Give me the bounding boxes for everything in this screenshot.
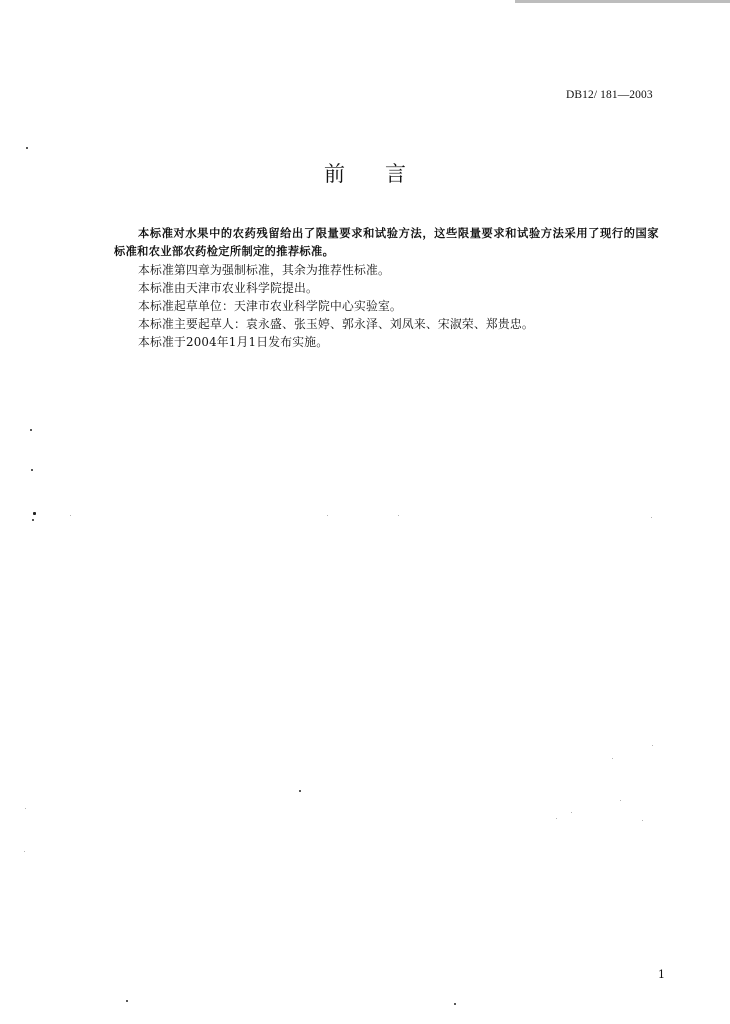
scan-speck bbox=[25, 808, 26, 809]
scan-speck bbox=[30, 429, 32, 431]
scan-speck bbox=[33, 512, 36, 515]
scan-speck bbox=[299, 790, 301, 792]
paragraph-drafting-unit: 本标准起草单位：天津市农业科学院中心实验室。 bbox=[138, 299, 402, 313]
scan-speck bbox=[327, 515, 328, 516]
scan-speck bbox=[454, 1003, 456, 1005]
scan-speck bbox=[651, 517, 652, 518]
scan-speck bbox=[31, 469, 33, 471]
foreword-body bbox=[114, 225, 659, 351]
scan-speck bbox=[612, 758, 613, 759]
scan-speck bbox=[32, 519, 34, 521]
page-title: 前言 bbox=[324, 162, 446, 186]
standard-code: DB12/ 181—2003 bbox=[566, 89, 653, 101]
scan-speck bbox=[26, 147, 28, 149]
paragraph-proposer: 本标准由天津市农业科学院提出。 bbox=[138, 281, 318, 295]
scan-speck bbox=[24, 851, 25, 852]
scan-speck bbox=[620, 800, 621, 801]
top-edge-line bbox=[515, 0, 730, 3]
scan-speck bbox=[126, 1000, 128, 1002]
scan-speck bbox=[642, 820, 643, 821]
scan-speck bbox=[571, 812, 572, 813]
scan-speck bbox=[398, 515, 399, 516]
scan-speck bbox=[556, 818, 557, 819]
paragraph-mandatory: 本标准第四章为强制标准，其余为推荐性标准。 bbox=[138, 263, 390, 277]
page-number: 1 bbox=[658, 968, 665, 981]
paragraph-effective-date: 本标准于2004年1月1日发布实施。 bbox=[138, 335, 329, 349]
paragraph-drafters: 本标准主要起草人：袁永盛、张玉婷、郭永泽、刘凤来、宋淑荣、郑贵忠。 bbox=[138, 317, 534, 331]
scan-speck bbox=[70, 515, 71, 516]
scan-speck bbox=[652, 745, 653, 746]
paragraph-scope: 本标准对水果中的农药残留给出了限量要求和试验方法，这些限量要求和试验方法采用了现行的国家标准和农业部农药检定所制定的推荐标准。 bbox=[114, 227, 659, 258]
